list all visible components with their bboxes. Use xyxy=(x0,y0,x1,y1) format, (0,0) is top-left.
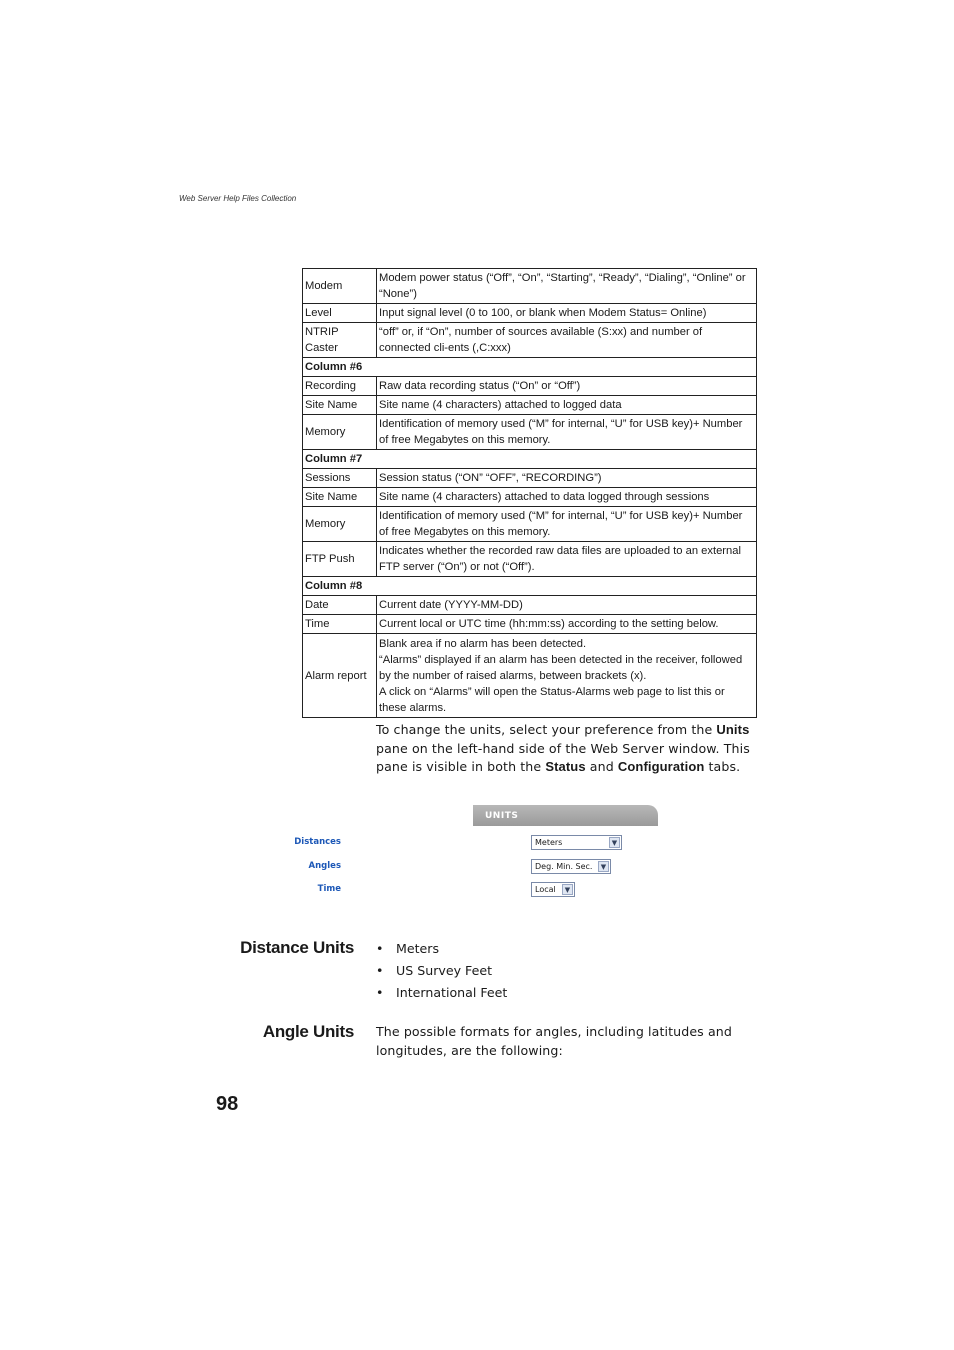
bullet-icon: • xyxy=(376,985,384,1000)
description-line: A click on “Alarms” will open the Status-Alarms web page to list this or these alarms. xyxy=(379,685,725,714)
field-name-cell: Level xyxy=(303,304,377,323)
list-item xyxy=(376,940,507,962)
field-name-cell: Alarm report xyxy=(303,634,377,718)
table-section-header xyxy=(303,358,757,377)
table-row xyxy=(303,634,757,718)
field-description-cell: Site name (4 characters) attached to logged data xyxy=(377,396,757,415)
angles-select[interactable] xyxy=(531,859,611,874)
table-row xyxy=(303,304,757,323)
field-description-cell: Raw data recording status (“On” or “Off”) xyxy=(377,377,757,396)
table-section-header xyxy=(303,450,757,469)
field-description-cell: Session status (“ON” “OFF”, “RECORDING”) xyxy=(377,469,757,488)
angle-units-heading: Angle Units xyxy=(262,1022,354,1041)
table-row xyxy=(303,323,757,358)
field-name-cell: Date xyxy=(303,596,377,615)
field-name-cell: Time xyxy=(303,615,377,634)
table-row xyxy=(303,396,757,415)
time-select[interactable] xyxy=(531,882,575,897)
chevron-down-icon[interactable]: ▼ xyxy=(562,884,573,895)
status-columns-table xyxy=(302,268,757,718)
table-row xyxy=(303,269,757,304)
field-name-cell: NTRIP Caster xyxy=(303,323,377,358)
list-item-text: International Feet xyxy=(396,985,508,1000)
table-section-header xyxy=(303,577,757,596)
field-name-cell: Sessions xyxy=(303,469,377,488)
distances-select[interactable] xyxy=(531,835,622,850)
table-row xyxy=(303,415,757,450)
angles-label: Angles xyxy=(308,861,341,871)
units-pane-title: UNITS xyxy=(485,811,519,821)
field-name-cell: Memory xyxy=(303,507,377,542)
bullet-icon: • xyxy=(376,963,384,978)
list-item xyxy=(376,962,507,984)
field-name-cell: Recording xyxy=(303,377,377,396)
intro-text-1: To change the units, select your preference from the xyxy=(376,722,717,737)
field-description-cell: Input signal level (0 to 100, or blank when Modem Status= Online) xyxy=(377,304,757,323)
page-number: 98 xyxy=(216,1093,239,1115)
intro-units-word: Units xyxy=(716,722,750,737)
distances-label: Distances xyxy=(294,837,341,847)
list-item-text: US Survey Feet xyxy=(396,963,493,978)
distances-selected-value: Meters xyxy=(535,838,563,847)
intro-configuration-word: Configuration xyxy=(617,759,705,774)
intro-text-4: tabs. xyxy=(704,759,741,774)
field-name-cell: FTP Push xyxy=(303,542,377,577)
field-description-cell: Identification of memory used (“M” for internal, “U” for USB key)+ Number of free Megabytes on this memory. xyxy=(377,507,757,542)
field-name-cell: Memory xyxy=(303,415,377,450)
time-label: Time xyxy=(317,884,341,894)
chevron-down-icon[interactable]: ▼ xyxy=(598,861,609,872)
distance-units-heading: Distance Units xyxy=(240,938,354,957)
chevron-down-icon[interactable]: ▼ xyxy=(609,837,620,848)
angle-units-paragraph: The possible formats for angles, including latitudes and longitudes, are the following: xyxy=(376,1024,732,1058)
table-row xyxy=(303,469,757,488)
time-selected-value: Local xyxy=(535,885,556,894)
list-item xyxy=(376,984,507,1006)
field-description-cell xyxy=(377,634,757,718)
field-description-cell: Identification of memory used (“M” for internal, “U” for USB key)+ Number of free Megabytes on this memory. xyxy=(377,415,757,450)
field-description-cell: Modem power status (“Off”, “On”, “Starting”, “Ready”, “Dialing”, “Online” or “None”) xyxy=(377,269,757,304)
table-row xyxy=(303,615,757,634)
bullet-icon: • xyxy=(376,941,384,956)
units-pane-title-bar xyxy=(473,805,658,826)
field-description-cell: Site name (4 characters) attached to data logged through sessions xyxy=(377,488,757,507)
field-name-cell: Site Name xyxy=(303,488,377,507)
table-row xyxy=(303,596,757,615)
field-name-cell: Modem xyxy=(303,269,377,304)
distance-units-list xyxy=(376,940,507,1006)
field-description-cell: Current date (YYYY-MM-DD) xyxy=(377,596,757,615)
units-intro-paragraph xyxy=(376,721,756,777)
intro-status-word: Status xyxy=(545,759,586,774)
angles-selected-value: Deg. Min. Sec. xyxy=(535,862,593,871)
field-description-cell: “off” or, if “On”, number of sources available (S:xx) and number of connected cli-ents (,C:xxx) xyxy=(377,323,757,358)
table-row xyxy=(303,542,757,577)
intro-text-3: and xyxy=(585,759,618,774)
field-name-cell: Site Name xyxy=(303,396,377,415)
table-row xyxy=(303,507,757,542)
running-header: Web Server Help Files Collection xyxy=(179,194,297,203)
list-item-text: Meters xyxy=(396,941,440,956)
intro-text-2: pane on the left-hand side of the Web Server window. This pane is visible in both the xyxy=(376,740,750,774)
description-line: “Alarms” displayed if an alarm has been detected in the receiver, followed by the number of raised alarms, between brackets (x). xyxy=(379,653,743,682)
section-header-cell: Column #8 xyxy=(303,577,757,596)
section-header-cell: Column #6 xyxy=(303,358,757,377)
table-row xyxy=(303,377,757,396)
table-row xyxy=(303,488,757,507)
field-description-cell: Indicates whether the recorded raw data files are uploaded to an external FTP server (“On”) or not (“Off”). xyxy=(377,542,757,577)
field-description-cell: Current local or UTC time (hh:mm:ss) according to the setting below. xyxy=(377,615,757,634)
description-line: Blank area if no alarm has been detected. xyxy=(379,637,587,650)
section-header-cell: Column #7 xyxy=(303,450,757,469)
units-pane-screenshot xyxy=(294,805,659,900)
